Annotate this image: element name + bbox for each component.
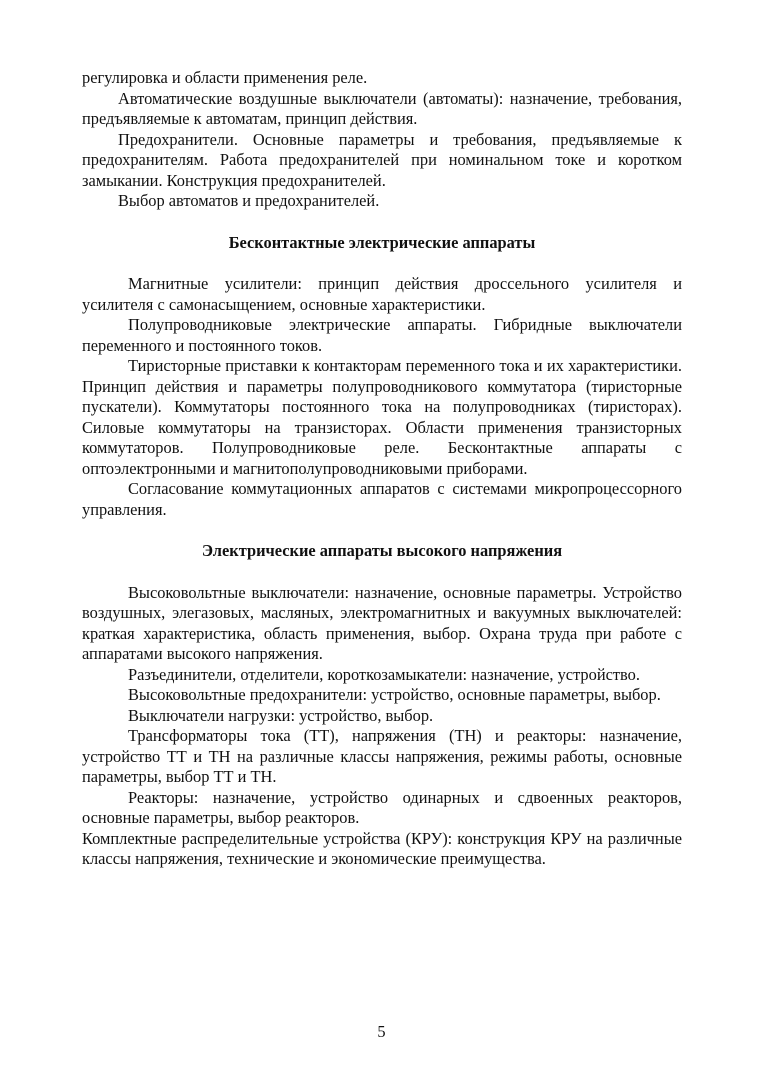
paragraph: Автоматические воздушные выключатели (автоматы): назначение, требования, предъявляемые к автоматам, принцип действия. [82,88,682,128]
paragraph: Выбор автоматов и предохранителей. [118,191,380,210]
paragraph: Магнитные усилители: принцип действия дроссельного усилителя и усилителя с самонасыщением, основные характеристики. [82,274,682,314]
paragraph: Тиристорные приставки к контакторам переменного тока и их характеристики. Принцип действия и параметры полупроводникового коммутатора (тиристорные пускатели). Коммутаторы постоянного тока на полупроводниках (тиристорах). Силовые коммутаторы на транзисторах. Области применения транзисторных коммутаторов. Полупроводниковые реле. Бесконтактные аппараты с оптоэлектронными и магнитополупроводниковыми приборами. [82,356,682,478]
page-number: 5 [377,1022,386,1041]
paragraph: Реакторы: назначение, устройство одинарных и сдвоенных реакторов, основные параметры, выбор реакторов. [82,787,682,827]
paragraph: Трансформаторы тока (ТТ), напряжения (ТН) и реакторы: назначение, устройство ТТ и ТН на различные классы напряжения, режимы работы, основные параметры, выбор ТТ и ТН. [82,726,682,786]
paragraph: регулировка и области применения реле. [82,68,368,87]
section-heading: Электрические аппараты высокого напряжения [201,541,563,560]
paragraph: Предохранители. Основные параметры и требования, предъявляемые к предохранителям. Работа предохранителей при номинальном токе и коротком замыкании. Конструкция предохранителей. [82,129,682,190]
document-page [82,68,682,870]
section-heading: Бесконтактные электрические аппараты [228,232,536,252]
paragraph: Разъединители, отделители, короткозамыкатели: назначение, устройство. [128,664,640,684]
paragraph: Полупроводниковые электрические аппараты. Гибридные выключатели переменного и постоянного токов. [82,315,682,355]
paragraph: Высоковольтные предохранители: устройство, основные параметры, выбор. [128,685,661,704]
paragraph: Комплектные распределительные устройства (КРУ): конструкция КРУ на различные классы напряжения, технические и экономические преимущества. [82,828,682,868]
paragraph: Высоковольтные выключатели: назначение, основные параметры. Устройство воздушных, элегазовых, масляных, электромагнитных и вакуумных выключателей: краткая характеристика, область применения, выбор. Охрана труда при работе с аппаратами высокого напряжения. [82,582,682,663]
paragraph: Выключатели нагрузки: устройство, выбор. [128,705,434,725]
paragraph: Согласование коммутационных аппаратов с системами микропроцессорного управления. [82,479,682,519]
